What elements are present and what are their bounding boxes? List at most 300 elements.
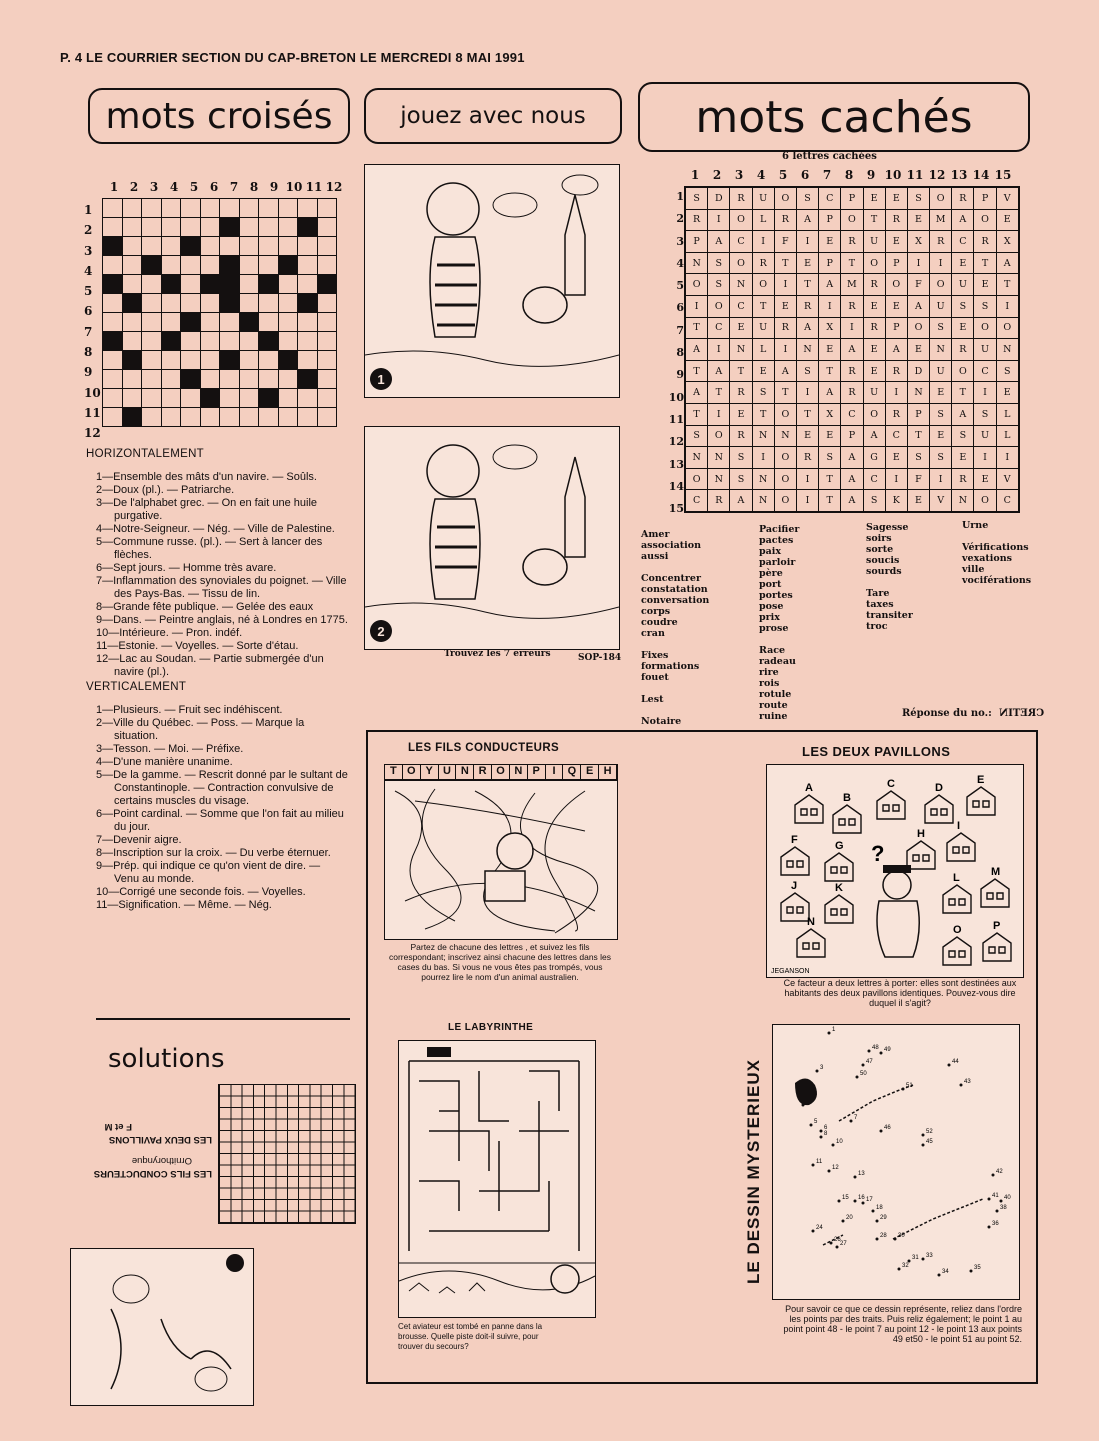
crossword-cell[interactable] <box>103 370 123 389</box>
mots-caches-cell[interactable]: E <box>774 295 796 317</box>
mots-caches-cell[interactable]: O <box>930 274 952 296</box>
mots-caches-cell[interactable]: R <box>730 425 752 447</box>
mots-caches-cell[interactable]: R <box>885 403 907 425</box>
crossword-cell[interactable] <box>122 370 142 389</box>
mots-caches-cell[interactable]: R <box>974 231 996 253</box>
crossword-cell[interactable] <box>298 294 318 313</box>
mots-caches-cell[interactable]: R <box>885 360 907 382</box>
crossword-cell[interactable] <box>278 294 298 313</box>
dot[interactable] <box>856 1071 868 1079</box>
mots-caches-cell[interactable]: E <box>930 425 952 447</box>
crossword-cell[interactable] <box>181 218 201 237</box>
mots-caches-cell[interactable]: O <box>885 274 907 296</box>
mots-caches-cell[interactable]: A <box>885 339 907 361</box>
crossword-cell[interactable] <box>259 218 279 237</box>
mots-caches-cell[interactable]: E <box>952 252 974 274</box>
mots-caches-cell[interactable]: S <box>907 187 929 209</box>
mots-caches-cell[interactable]: O <box>930 187 952 209</box>
house-j[interactable] <box>781 880 809 921</box>
house-h[interactable] <box>907 828 935 869</box>
mots-caches-cell[interactable]: O <box>774 468 796 490</box>
crossword-cell[interactable] <box>122 389 142 408</box>
mots-caches-cell[interactable]: T <box>730 360 752 382</box>
mots-caches-cell[interactable]: O <box>730 252 752 274</box>
crossword-cell[interactable] <box>278 332 298 351</box>
crossword-cell[interactable] <box>200 199 220 218</box>
mots-caches-cell[interactable]: A <box>907 295 929 317</box>
crossword-cell[interactable] <box>298 218 318 237</box>
crossword-cell[interactable] <box>122 218 142 237</box>
mots-caches-cell[interactable]: O <box>996 317 1019 339</box>
mots-caches-cell[interactable]: M <box>841 274 863 296</box>
mots-caches-cell[interactable]: F <box>774 231 796 253</box>
mots-caches-cell[interactable]: I <box>974 447 996 469</box>
mots-caches-cell[interactable]: O <box>907 317 929 339</box>
mots-caches-cell[interactable]: O <box>774 447 796 469</box>
crossword-cell[interactable] <box>200 256 220 275</box>
crossword-cell[interactable] <box>220 332 240 351</box>
crossword-cell[interactable] <box>161 275 181 294</box>
mots-caches-cell[interactable]: S <box>952 295 974 317</box>
crossword-cell[interactable] <box>239 256 259 275</box>
dot[interactable] <box>876 1233 888 1241</box>
crossword-cell[interactable] <box>181 370 201 389</box>
crossword-cell[interactable] <box>122 294 142 313</box>
mots-caches-cell[interactable]: T <box>907 425 929 447</box>
crossword-cell[interactable] <box>259 237 279 256</box>
mots-caches-cell[interactable]: S <box>730 468 752 490</box>
mots-caches-cell[interactable]: A <box>708 360 730 382</box>
mots-caches-cell[interactable]: R <box>952 339 974 361</box>
mots-caches-cell[interactable]: S <box>996 360 1019 382</box>
mots-caches-cell[interactable]: D <box>907 360 929 382</box>
mots-caches-cell[interactable]: V <box>996 187 1019 209</box>
crossword-cell[interactable] <box>220 218 240 237</box>
mots-caches-cell[interactable]: N <box>952 490 974 512</box>
crossword-cell[interactable] <box>278 370 298 389</box>
mots-caches-cell[interactable]: U <box>952 274 974 296</box>
mots-caches-cell[interactable]: C <box>974 360 996 382</box>
mots-caches-cell[interactable]: R <box>952 468 974 490</box>
mots-caches-cell[interactable]: C <box>841 403 863 425</box>
mots-caches-cell[interactable]: U <box>863 231 885 253</box>
crossword-cell[interactable] <box>259 275 279 294</box>
mots-caches-cell[interactable]: E <box>863 295 885 317</box>
mots-caches-cell[interactable]: I <box>885 468 907 490</box>
mots-caches-cell[interactable]: O <box>730 209 752 231</box>
dot[interactable] <box>810 1119 819 1127</box>
mots-caches-cell[interactable]: I <box>685 295 708 317</box>
crossword-cell[interactable] <box>142 370 162 389</box>
mots-caches-cell[interactable]: I <box>752 447 774 469</box>
crossword-cell[interactable] <box>181 332 201 351</box>
dot[interactable] <box>868 1045 880 1053</box>
crossword-cell[interactable] <box>181 275 201 294</box>
crossword-cell[interactable] <box>220 370 240 389</box>
mots-caches-cell[interactable]: M <box>930 209 952 231</box>
mots-caches-cell[interactable]: I <box>796 382 818 404</box>
crossword-cell[interactable] <box>239 313 259 332</box>
crossword-cell[interactable] <box>220 389 240 408</box>
mots-caches-cell[interactable]: E <box>907 209 929 231</box>
mots-caches-cell[interactable]: A <box>841 490 863 512</box>
crossword-cell[interactable] <box>278 408 298 427</box>
mots-caches-cell[interactable]: T <box>774 382 796 404</box>
mots-caches-cell[interactable]: E <box>819 339 841 361</box>
crossword-cell[interactable] <box>103 332 123 351</box>
crossword-cell[interactable] <box>239 389 259 408</box>
mots-caches-cell[interactable]: N <box>907 382 929 404</box>
mots-caches-cell[interactable]: E <box>885 187 907 209</box>
crossword-cell[interactable] <box>200 218 220 237</box>
crossword-cell[interactable] <box>239 332 259 351</box>
mots-caches-cell[interactable]: R <box>730 382 752 404</box>
mots-caches-cell[interactable]: T <box>819 468 841 490</box>
crossword-cell[interactable] <box>259 332 279 351</box>
dot[interactable] <box>988 1221 1000 1229</box>
crossword-cell[interactable] <box>122 313 142 332</box>
crossword-cell[interactable] <box>181 256 201 275</box>
crossword-cell[interactable] <box>298 351 318 370</box>
house-i[interactable] <box>947 820 975 861</box>
mots-caches-cell[interactable]: O <box>952 360 974 382</box>
crossword-cell[interactable] <box>142 389 162 408</box>
crossword-cell[interactable] <box>103 256 123 275</box>
mots-caches-cell[interactable]: N <box>752 425 774 447</box>
mots-caches-cell[interactable]: N <box>752 468 774 490</box>
crossword-cell[interactable] <box>103 313 123 332</box>
mots-caches-cell[interactable]: A <box>952 209 974 231</box>
mots-caches-cell[interactable]: E <box>996 209 1019 231</box>
mots-caches-cell[interactable]: I <box>974 382 996 404</box>
mots-caches-cell[interactable]: T <box>819 360 841 382</box>
crossword-cell[interactable] <box>239 408 259 427</box>
crossword-cell[interactable] <box>259 408 279 427</box>
mots-caches-cell[interactable]: E <box>885 295 907 317</box>
mots-caches-cell[interactable]: I <box>774 274 796 296</box>
crossword-cell[interactable] <box>142 199 162 218</box>
crossword-cell[interactable] <box>259 294 279 313</box>
mots-caches-cell[interactable]: C <box>730 231 752 253</box>
mots-caches-cell[interactable]: I <box>907 252 929 274</box>
mots-caches-cell[interactable]: T <box>974 252 996 274</box>
mots-caches-cell[interactable]: A <box>841 447 863 469</box>
dot[interactable] <box>816 1065 825 1073</box>
mots-caches-cell[interactable]: T <box>796 274 818 296</box>
mots-caches-cell[interactable]: R <box>930 231 952 253</box>
crossword-cell[interactable] <box>317 237 337 256</box>
mots-caches-cell[interactable]: C <box>885 425 907 447</box>
mots-caches-cell[interactable]: S <box>730 447 752 469</box>
mots-caches-cell[interactable]: S <box>685 425 708 447</box>
crossword-cell[interactable] <box>142 332 162 351</box>
mots-caches-cell[interactable]: V <box>996 468 1019 490</box>
mots-caches-cell[interactable]: I <box>996 295 1019 317</box>
crossword-cell[interactable] <box>220 313 240 332</box>
mots-caches-cell[interactable]: D <box>708 187 730 209</box>
crossword-cell[interactable] <box>161 389 181 408</box>
house-k[interactable] <box>825 882 853 923</box>
crossword-cell[interactable] <box>181 294 201 313</box>
crossword-cell[interactable] <box>103 275 123 294</box>
mots-caches-cell[interactable]: V <box>930 490 952 512</box>
mots-caches-cell[interactable]: I <box>796 490 818 512</box>
mots-caches-cell[interactable]: E <box>796 252 818 274</box>
dot[interactable] <box>1000 1195 1012 1203</box>
mots-caches-cell[interactable]: N <box>685 447 708 469</box>
dot[interactable] <box>960 1079 972 1087</box>
mots-caches-cell[interactable]: S <box>930 403 952 425</box>
crossword-cell[interactable] <box>142 408 162 427</box>
mots-caches-cell[interactable]: C <box>708 317 730 339</box>
mots-caches-cell[interactable]: E <box>730 317 752 339</box>
mots-caches-cell[interactable]: E <box>885 231 907 253</box>
mots-caches-cell[interactable]: I <box>708 209 730 231</box>
dot[interactable] <box>922 1139 934 1147</box>
crossword-cell[interactable] <box>220 275 240 294</box>
house-f[interactable] <box>781 834 809 875</box>
mots-caches-cell[interactable]: E <box>863 187 885 209</box>
crossword-cell[interactable] <box>103 294 123 313</box>
mots-caches-cell[interactable]: A <box>819 382 841 404</box>
crossword-cell[interactable] <box>161 408 181 427</box>
dot[interactable] <box>880 1047 892 1055</box>
crossword-cell[interactable] <box>122 199 142 218</box>
mots-caches-cell[interactable]: S <box>796 360 818 382</box>
crossword-cell[interactable] <box>317 256 337 275</box>
house-b[interactable] <box>833 792 861 833</box>
mots-caches-cell[interactable]: N <box>796 339 818 361</box>
dot[interactable] <box>996 1205 1008 1213</box>
mots-caches-cell[interactable]: P <box>907 403 929 425</box>
mots-caches-cell[interactable]: S <box>796 187 818 209</box>
crossword-cell[interactable] <box>161 256 181 275</box>
crossword-cell[interactable] <box>103 408 123 427</box>
mots-caches-cell[interactable]: N <box>930 339 952 361</box>
mots-caches-cell[interactable]: E <box>907 490 929 512</box>
mots-caches-cell[interactable]: R <box>885 209 907 231</box>
mots-caches-cell[interactable]: E <box>819 425 841 447</box>
mots-caches-cell[interactable]: U <box>863 382 885 404</box>
mots-caches-cell[interactable]: A <box>774 360 796 382</box>
mots-caches-cell[interactable]: T <box>952 382 974 404</box>
mots-caches-cell[interactable]: E <box>952 317 974 339</box>
mots-caches-cell[interactable]: A <box>996 252 1019 274</box>
mots-caches-cell[interactable]: U <box>752 317 774 339</box>
dot[interactable] <box>872 1205 884 1213</box>
crossword-cell[interactable] <box>181 389 201 408</box>
mots-caches-cell[interactable]: O <box>974 317 996 339</box>
crossword-cell[interactable] <box>200 408 220 427</box>
mots-caches-cell[interactable]: I <box>841 317 863 339</box>
mots-caches-cell[interactable]: R <box>730 187 752 209</box>
crossword-cell[interactable] <box>181 313 201 332</box>
crossword-cell[interactable] <box>298 256 318 275</box>
crossword-cell[interactable] <box>122 275 142 294</box>
crossword-cell[interactable] <box>278 218 298 237</box>
dot[interactable] <box>970 1265 982 1273</box>
crossword-cell[interactable] <box>278 351 298 370</box>
mots-caches-cell[interactable]: R <box>863 317 885 339</box>
mots-caches-cell[interactable]: E <box>974 468 996 490</box>
crossword-cell[interactable] <box>317 294 337 313</box>
mots-caches-cell[interactable]: S <box>819 447 841 469</box>
mots-caches-cell[interactable]: L <box>752 209 774 231</box>
mots-caches-cell[interactable]: K <box>885 490 907 512</box>
mots-caches-cell[interactable]: R <box>841 382 863 404</box>
crossword-cell[interactable] <box>317 275 337 294</box>
mots-caches-cell[interactable]: I <box>996 447 1019 469</box>
mots-caches-cell[interactable]: S <box>930 447 952 469</box>
crossword-cell[interactable] <box>317 389 337 408</box>
mots-caches-cell[interactable]: A <box>685 382 708 404</box>
mots-caches-cell[interactable]: U <box>930 360 952 382</box>
house-a[interactable] <box>795 782 823 823</box>
mots-caches-cell[interactable]: R <box>685 209 708 231</box>
mots-caches-cell[interactable]: S <box>708 274 730 296</box>
mots-caches-cell[interactable]: P <box>974 187 996 209</box>
mots-caches-cell[interactable]: P <box>885 317 907 339</box>
mots-caches-cell[interactable]: R <box>796 295 818 317</box>
crossword-cell[interactable] <box>200 275 220 294</box>
crossword-cell[interactable] <box>142 351 162 370</box>
crossword-cell[interactable] <box>317 218 337 237</box>
crossword-cell[interactable] <box>200 389 220 408</box>
crossword-cell[interactable] <box>181 237 201 256</box>
mots-caches-cell[interactable]: L <box>996 425 1019 447</box>
mots-caches-cell[interactable]: E <box>974 274 996 296</box>
mots-caches-cell[interactable]: N <box>708 447 730 469</box>
crossword-cell[interactable] <box>278 199 298 218</box>
crossword-cell[interactable] <box>317 313 337 332</box>
mots-caches-cell[interactable]: C <box>996 490 1019 512</box>
crossword-cell[interactable] <box>200 351 220 370</box>
mots-caches-cell[interactable]: U <box>974 425 996 447</box>
mots-caches-cell[interactable]: X <box>996 231 1019 253</box>
mots-caches-cell[interactable]: O <box>774 403 796 425</box>
crossword-cell[interactable] <box>239 351 259 370</box>
crossword-cell[interactable] <box>259 351 279 370</box>
crossword-cell[interactable] <box>200 313 220 332</box>
crossword-cell[interactable] <box>220 351 240 370</box>
mots-caches-cell[interactable]: N <box>996 339 1019 361</box>
mots-caches-cell[interactable]: O <box>774 187 796 209</box>
mots-caches-cell[interactable]: A <box>708 231 730 253</box>
mots-caches-cell[interactable]: F <box>907 468 929 490</box>
house-e[interactable] <box>967 774 995 815</box>
mots-caches-cell[interactable]: S <box>708 252 730 274</box>
house-c[interactable] <box>877 778 905 819</box>
crossword-cell[interactable] <box>181 408 201 427</box>
crossword-cell[interactable] <box>317 199 337 218</box>
mots-caches-cell[interactable]: A <box>841 339 863 361</box>
crossword-cell[interactable] <box>298 313 318 332</box>
crossword-cell[interactable] <box>220 294 240 313</box>
mots-caches-cell[interactable]: E <box>885 447 907 469</box>
crossword-cell[interactable] <box>161 218 181 237</box>
mots-caches-cell[interactable]: I <box>885 382 907 404</box>
crossword-cell[interactable] <box>181 351 201 370</box>
dot[interactable] <box>842 1215 854 1223</box>
mots-caches-cell[interactable]: P <box>885 252 907 274</box>
mots-caches-cell[interactable]: P <box>841 425 863 447</box>
mots-caches-cell[interactable]: T <box>774 252 796 274</box>
crossword-cell[interactable] <box>317 351 337 370</box>
mots-caches-cell[interactable]: E <box>996 382 1019 404</box>
crossword-cell[interactable] <box>317 332 337 351</box>
crossword-cell[interactable] <box>298 389 318 408</box>
mots-caches-cell[interactable]: I <box>796 231 818 253</box>
mots-caches-cell[interactable]: N <box>752 490 774 512</box>
mots-caches-cell[interactable]: E <box>930 382 952 404</box>
mots-caches-cell[interactable]: U <box>974 339 996 361</box>
mots-caches-cell[interactable]: A <box>841 468 863 490</box>
house-l[interactable] <box>943 872 971 913</box>
crossword-cell[interactable] <box>220 256 240 275</box>
mots-caches-cell[interactable]: A <box>685 339 708 361</box>
crossword-cell[interactable] <box>220 408 240 427</box>
crossword-cell[interactable] <box>161 313 181 332</box>
crossword-cell[interactable] <box>103 218 123 237</box>
crossword-cell[interactable] <box>278 275 298 294</box>
crossword-cell[interactable] <box>298 370 318 389</box>
crossword-cell[interactable] <box>161 370 181 389</box>
dot[interactable] <box>938 1269 950 1277</box>
mots-caches-cell[interactable]: T <box>708 382 730 404</box>
crossword-cell[interactable] <box>239 218 259 237</box>
mots-caches-cell[interactable]: O <box>685 468 708 490</box>
dot[interactable] <box>812 1225 824 1233</box>
dot[interactable] <box>876 1215 888 1223</box>
house-o[interactable] <box>943 924 971 965</box>
crossword-cell[interactable] <box>298 332 318 351</box>
dot[interactable] <box>828 1027 837 1035</box>
house-m[interactable] <box>981 866 1009 907</box>
crossword-cell[interactable] <box>239 237 259 256</box>
mots-caches-cell[interactable]: U <box>752 187 774 209</box>
mots-caches-cell[interactable]: O <box>708 425 730 447</box>
house-d[interactable] <box>925 782 953 823</box>
dot[interactable] <box>922 1253 934 1261</box>
mots-caches-cell[interactable]: R <box>841 360 863 382</box>
mots-caches-cell[interactable]: C <box>685 490 708 512</box>
dot[interactable] <box>854 1171 866 1179</box>
dot[interactable] <box>880 1125 892 1133</box>
crossword-cell[interactable] <box>239 370 259 389</box>
crossword-cell[interactable] <box>103 237 123 256</box>
dot[interactable] <box>948 1059 960 1067</box>
mots-caches-cell[interactable]: T <box>796 403 818 425</box>
crossword-cell[interactable] <box>122 351 142 370</box>
mots-caches-cell[interactable]: R <box>796 447 818 469</box>
crossword-cell[interactable] <box>259 313 279 332</box>
crossword-cell[interactable] <box>239 275 259 294</box>
crossword-cell[interactable] <box>317 370 337 389</box>
crossword-cell[interactable] <box>259 370 279 389</box>
mots-caches-cell[interactable]: P <box>685 231 708 253</box>
mots-caches-cell[interactable]: S <box>752 382 774 404</box>
mots-caches-cell[interactable]: T <box>752 403 774 425</box>
crossword-cell[interactable] <box>200 370 220 389</box>
mots-caches-cell[interactable]: I <box>708 339 730 361</box>
mots-caches-cell[interactable]: E <box>796 425 818 447</box>
mots-caches-cell[interactable]: X <box>819 403 841 425</box>
mots-caches-cell[interactable]: T <box>996 274 1019 296</box>
mots-caches-cell[interactable]: R <box>774 317 796 339</box>
mots-caches-cell[interactable]: O <box>841 209 863 231</box>
mots-caches-cell[interactable]: T <box>841 252 863 274</box>
crossword-cell[interactable] <box>220 237 240 256</box>
